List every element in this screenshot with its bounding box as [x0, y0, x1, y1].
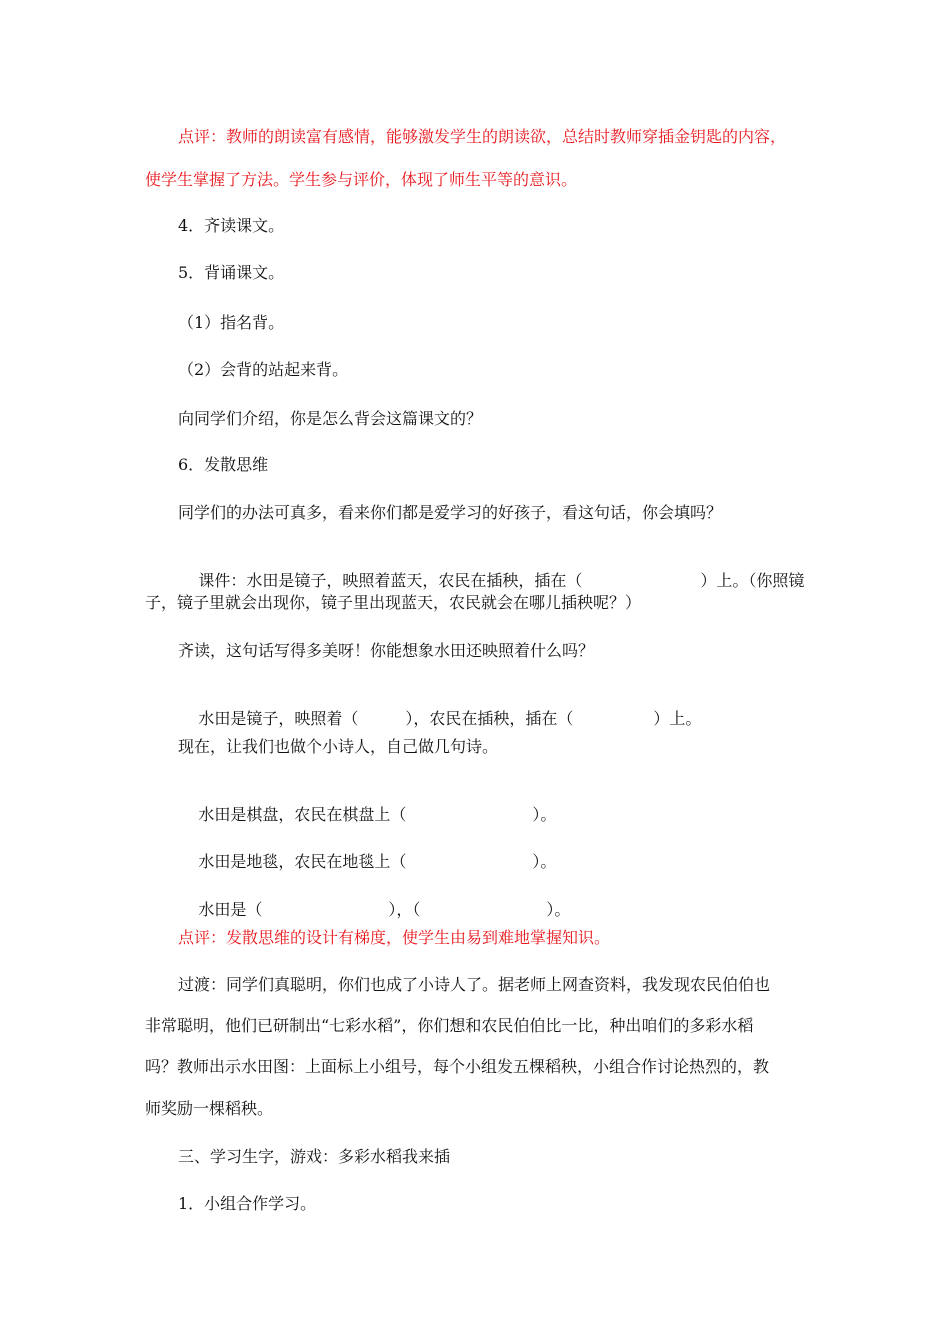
free-text-b: ），（ [388, 900, 421, 919]
substep-1: （1）指名背。 [178, 313, 285, 332]
transition-line-3: 吗？教师出示水田图：上面标上小组号，每个小组发五棵稻秧，小组合作讨论热烈的，教 [145, 1057, 770, 1076]
substep-2: （2）会背的站起来背。 [178, 360, 349, 379]
mirror-text-c: ）上。 [653, 709, 702, 728]
praise-text: 同学们的办法可真多，看来你们都是爱学习的好孩子，看这句话，你会填吗？ [178, 503, 723, 522]
section-3-heading: 三、学习生字，游戏：多彩水稻我来插 [178, 1147, 451, 1166]
step-5: 5．背诵课文。 [178, 263, 285, 282]
transition-line-4: 师奖励一棵稻秧。 [145, 1099, 274, 1118]
step-4: 4．齐读课文。 [178, 216, 285, 235]
free-text-c: ）。 [546, 900, 571, 919]
mirror-text-b: ），农民在插秧，插在（ [405, 709, 574, 728]
comment-2: 点评：发散思维的设计有梯度，使学生由易到难地掌握知识。 [178, 928, 611, 947]
carpet-text-a: 水田是地毯，农民在地毯上（ [198, 852, 407, 871]
courseware-text-a: 课件：水田是镜子，映照着蓝天，农民在插秧，插在（ [198, 571, 583, 590]
chorus-text: 齐读，这句话写得多美呀！你能想象水田还映照着什么吗？ [178, 641, 595, 660]
comment-line-2: 使学生掌握了方法。学生参与评价，体现了师生平等的意识。 [145, 170, 578, 189]
mirror-text-a: 水田是镜子，映照着（ [198, 709, 359, 728]
poet-text: 现在，让我们也做个小诗人，自己做几句诗。 [178, 737, 499, 756]
intro-text: 向同学们介绍，你是怎么背会这篇课文的？ [178, 409, 483, 428]
courseware-text-b: ）上。（你照镜 [700, 571, 805, 590]
carpet-text-b: ）。 [532, 852, 557, 871]
step-6: 6．发散思维 [178, 455, 269, 474]
courseware-line-2: 子，镜子里就会出现你，镜子里出现蓝天，农民就会在哪儿插秧呢？） [145, 593, 642, 612]
chess-text-b: ）。 [532, 805, 557, 824]
step-1: 1．小组合作学习。 [178, 1194, 317, 1213]
transition-line-2: 非常聪明，他们已研制出“七彩水稻”，你们想和农民伯伯比一比，种出咱们的多彩水稻 [145, 1016, 754, 1035]
transition-line-1: 过渡：同学们真聪明，你们也成了小诗人了。据老师上网查资料，我发现农民伯伯也 [178, 975, 771, 994]
comment-line-1: 点评：教师的朗读富有感情，能够激发学生的朗读欲，总结时教师穿插金钥匙的内容， [178, 127, 787, 146]
free-text-a: 水田是（ [198, 900, 263, 919]
chess-text-a: 水田是棋盘，农民在棋盘上（ [198, 805, 407, 824]
